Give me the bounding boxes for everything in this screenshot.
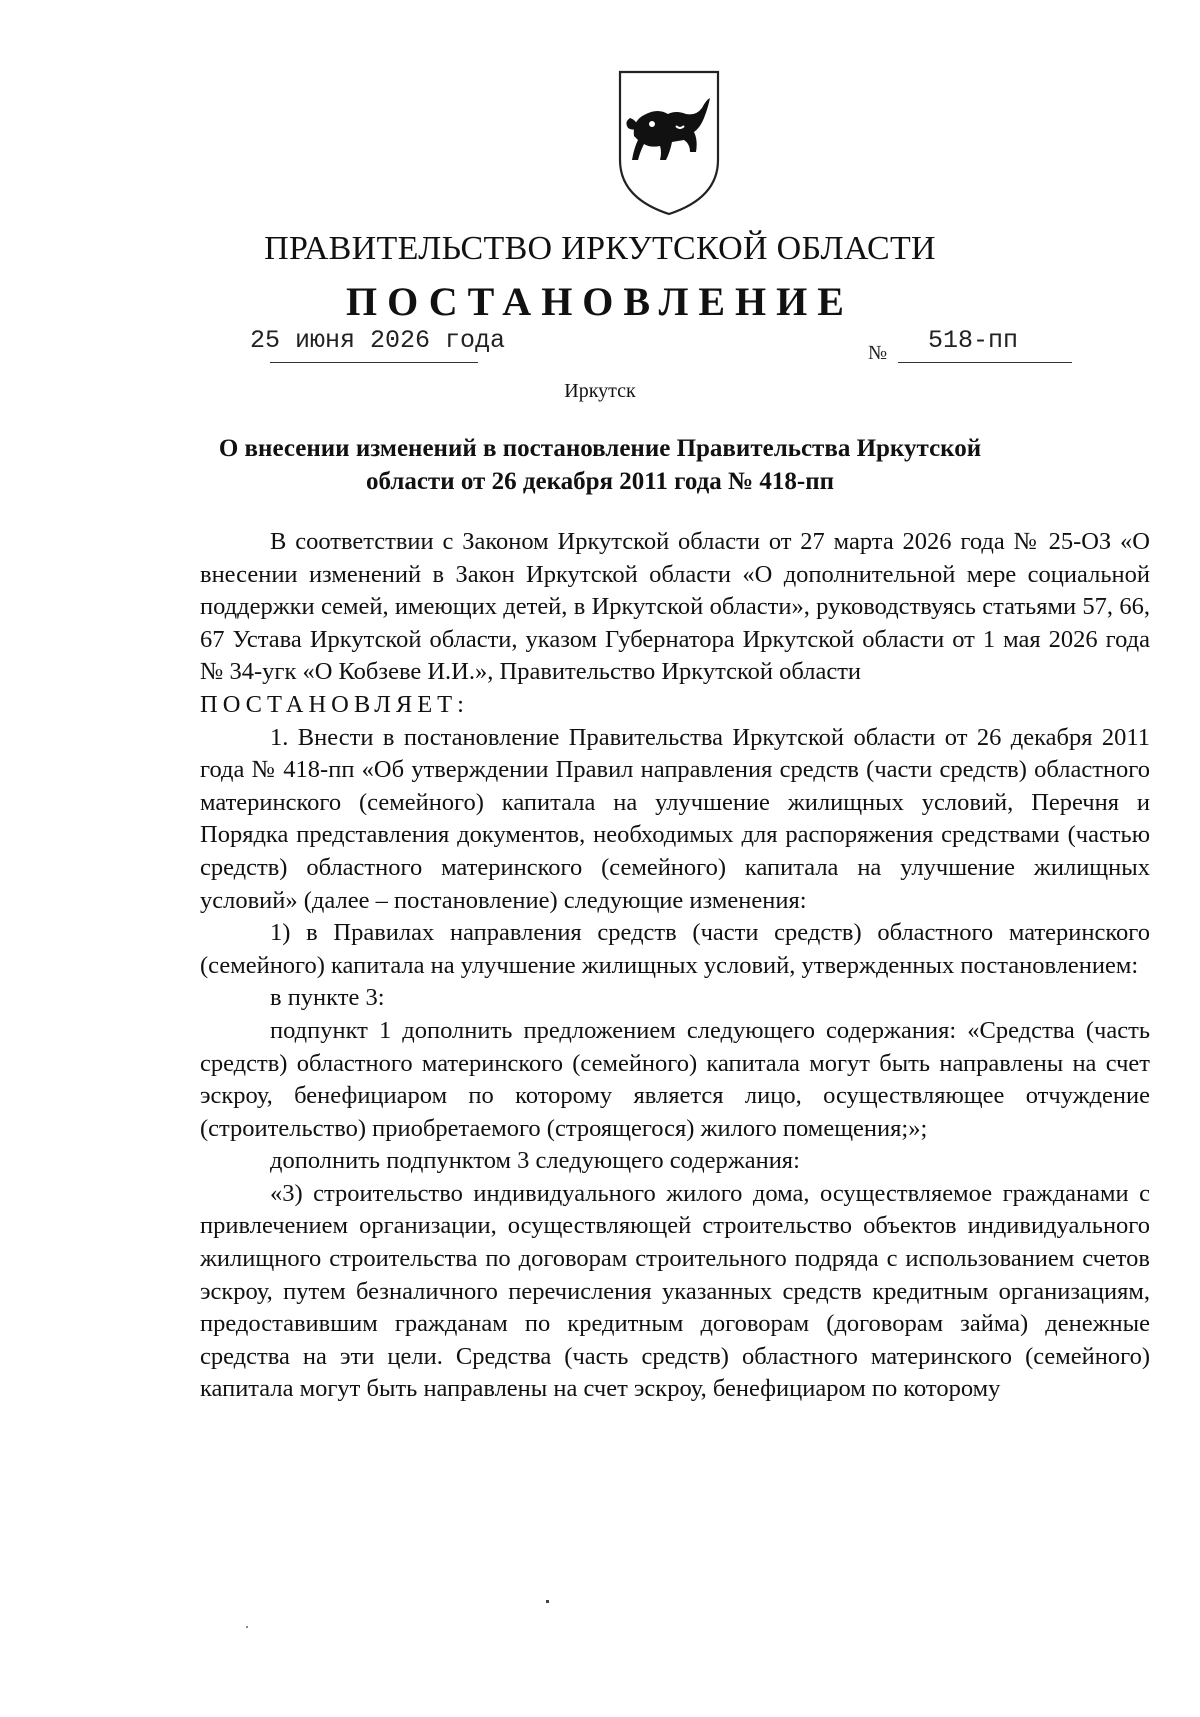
- body-paragraph: 1. Внести в постановление Правительства Иркутской области от 26 декабря 2011 года № 418-пп «Об утверждении Правил направления средств (части средств) областного материнского (семейного) капитала на улучшение жилищных условий, Перечня и Порядка представления документов, необходимых для распоряжения средствами (частью средств) областного материнского (семейного) капитала на улучшение жилищных условий» (далее – постановление) следующие изменения:: [200, 723, 1150, 914]
- body-paragraph: дополнить подпунктом 3 следующего содержания:: [270, 1147, 800, 1175]
- scan-dot: [246, 1626, 248, 1628]
- document-body: [200, 526, 1150, 1406]
- document-number: 518-пп: [928, 326, 1019, 355]
- irkutsk-coat-of-arms-icon: [614, 68, 724, 218]
- body-paragraph: 1) в Правилах направления средств (части средств) областного материнского (семейного) капитала на улучшение жилищных условий, утвержденных постановлением:: [200, 919, 1150, 979]
- body-paragraph: в пункте 3:: [270, 984, 385, 1012]
- body-paragraph: «3) строительство индивидуального жилого дома, осуществляемое гражданами с привлечением организации, осуществляющей строительство объектов индивидуального жилищного строительства по договорам строительного подряда с использованием счетов эскроу, путем безналичного перечисления указанных средств кредитным организациям, предоставившим гражданам по кредитным договорам (договорам займа) денежные средства на эти цели. Средства (часть средств) областного материнского (семейного) капитала могут быть направлены на счет эскроу, бенефициаром по которому: [200, 1179, 1150, 1403]
- resolves-heading: ПОСТАНОВЛЯЕТ:: [200, 690, 469, 718]
- title-line-1: О внесении изменений в постановление Правительства Иркутской: [218, 435, 982, 462]
- number-sign: №: [868, 342, 888, 364]
- document-date: 25 июня 2026 года: [250, 326, 506, 355]
- preamble-paragraph: В соответствии с Законом Иркутской области от 27 марта 2026 года № 25-ОЗ «О внесении изменений в Закон Иркутской области «О дополнительной мере социальной поддержки семей, имеющих детей, в Иркутской области», руководствуясь статьями 57, 66, 67 Устава Иркутской области, указом Губернатора Иркутской области от 1 мая 2026 года № 34-угк «О Кобзеве И.И.», Правительство Иркутской области: [200, 528, 1150, 686]
- number-underline: [898, 362, 1072, 363]
- body-paragraph: подпункт 1 дополнить предложением следующего содержания: «Средства (часть средств) областного материнского (семейного) капитала могут быть направлены на счет эскроу, бенефициаром по которому является лицо, осуществляющее отчуждение (строительство) приобретаемого (строящегося) жилого помещения;»;: [200, 1016, 1150, 1142]
- date-underline: [270, 362, 478, 363]
- document-city: Иркутск: [564, 380, 636, 402]
- title-line-2: области от 26 декабря 2011 года № 418-пп: [365, 468, 835, 495]
- scan-mark: [546, 1600, 549, 1603]
- organization-name: ПРАВИТЕЛЬСТВО ИРКУТСКОЙ ОБЛАСТИ: [264, 230, 936, 267]
- document-type: ПОСТАНОВЛЕНИЕ: [346, 279, 854, 324]
- document-title: [200, 432, 1000, 498]
